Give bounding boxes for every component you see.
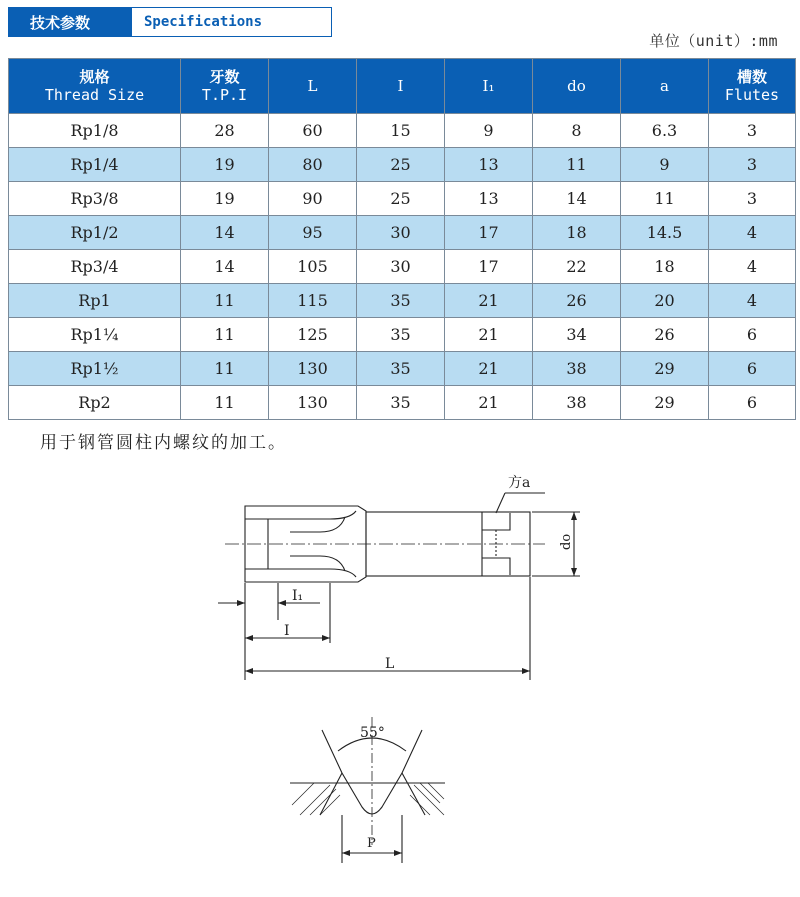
table-cell: 38 xyxy=(533,352,621,386)
table-cell: Rp2 xyxy=(9,386,181,420)
table-cell: 14 xyxy=(181,250,269,284)
table-cell: 30 xyxy=(357,250,445,284)
table-row xyxy=(9,352,796,386)
table-cell: 30 xyxy=(357,216,445,250)
col-header-thread-size: 规格 Thread Size xyxy=(9,59,181,114)
col-header-a: a xyxy=(621,59,709,114)
col-header-tpi: 牙数 T.P.I xyxy=(181,59,269,114)
table-cell: 17 xyxy=(445,250,533,284)
table-cell: 18 xyxy=(533,216,621,250)
table-cell: 14 xyxy=(181,216,269,250)
table-cell: 17 xyxy=(445,216,533,250)
table-cell: Rp1 xyxy=(9,284,181,318)
table-cell: 9 xyxy=(621,148,709,182)
table-cell: 125 xyxy=(269,318,357,352)
table-cell: 38 xyxy=(533,386,621,420)
col-header-flutes: 槽数 Flutes xyxy=(709,59,796,114)
table-row xyxy=(9,318,796,352)
label-square-a: 方a xyxy=(508,475,531,491)
table-cell: 3 xyxy=(709,148,796,182)
table-cell: 4 xyxy=(709,284,796,318)
table-cell: 20 xyxy=(621,284,709,318)
table-cell: 11 xyxy=(181,284,269,318)
table-cell: 29 xyxy=(621,352,709,386)
table-cell: 11 xyxy=(621,182,709,216)
table-cell: 11 xyxy=(181,352,269,386)
section-title-en: Specifications xyxy=(132,7,332,37)
table-cell: 29 xyxy=(621,386,709,420)
table-cell: Rp3/8 xyxy=(9,182,181,216)
table-cell: 35 xyxy=(357,352,445,386)
table-cell: 4 xyxy=(709,250,796,284)
label-I: I xyxy=(284,623,290,639)
table-cell: 130 xyxy=(269,352,357,386)
section-title-cn: 技术参数 xyxy=(8,7,132,37)
table-cell: 115 xyxy=(269,284,357,318)
table-cell: 13 xyxy=(445,148,533,182)
table-cell: 25 xyxy=(357,182,445,216)
label-do: do xyxy=(559,533,574,550)
table-cell: 105 xyxy=(269,250,357,284)
table-cell: 3 xyxy=(709,114,796,148)
table-cell: 26 xyxy=(533,284,621,318)
table-cell: 26 xyxy=(621,318,709,352)
table-header-row xyxy=(9,59,796,114)
table-cell: 22 xyxy=(533,250,621,284)
unit-label: 单位（unit）:mm xyxy=(649,32,778,50)
table-cell: 35 xyxy=(357,318,445,352)
table-cell: 21 xyxy=(445,386,533,420)
table-cell: Rp1/8 xyxy=(9,114,181,148)
table-cell: 8 xyxy=(533,114,621,148)
table-cell: 11 xyxy=(181,318,269,352)
table-cell: 6.3 xyxy=(621,114,709,148)
table-cell: 18 xyxy=(621,250,709,284)
label-I1: I₁ xyxy=(292,588,304,604)
table-row xyxy=(9,114,796,148)
table-cell: 15 xyxy=(357,114,445,148)
col-header-I: I xyxy=(357,59,445,114)
table-cell: 6 xyxy=(709,318,796,352)
table-cell: 60 xyxy=(269,114,357,148)
table-cell: 80 xyxy=(269,148,357,182)
table-cell: 25 xyxy=(357,148,445,182)
table-row xyxy=(9,386,796,420)
table-cell: 21 xyxy=(445,284,533,318)
table-row xyxy=(9,182,796,216)
label-pitch: P xyxy=(367,836,376,851)
table-cell: 14.5 xyxy=(621,216,709,250)
col-header-do: do xyxy=(533,59,621,114)
table-row xyxy=(9,148,796,182)
table-cell: 35 xyxy=(357,386,445,420)
table-cell: 6 xyxy=(709,386,796,420)
table-cell: 21 xyxy=(445,318,533,352)
table-cell: 130 xyxy=(269,386,357,420)
table-row xyxy=(9,284,796,318)
col-header-L: L xyxy=(269,59,357,114)
table-cell: 34 xyxy=(533,318,621,352)
table-cell: 19 xyxy=(181,182,269,216)
table-cell: 21 xyxy=(445,352,533,386)
table-cell: 13 xyxy=(445,182,533,216)
table-cell: 11 xyxy=(533,148,621,182)
table-cell: Rp1¼ xyxy=(9,318,181,352)
table-cell: 28 xyxy=(181,114,269,148)
table-cell: 14 xyxy=(533,182,621,216)
table-cell: 9 xyxy=(445,114,533,148)
label-angle: 55° xyxy=(360,725,385,741)
table-cell: Rp3/4 xyxy=(9,250,181,284)
table-row xyxy=(9,216,796,250)
table-cell: 11 xyxy=(181,386,269,420)
table-cell: Rp1/2 xyxy=(9,216,181,250)
table-cell: 19 xyxy=(181,148,269,182)
usage-note: 用于钢管圆柱内螺纹的加工。 xyxy=(40,433,287,453)
col-header-I1: I₁ xyxy=(445,59,533,114)
tap-technical-drawing xyxy=(0,455,800,897)
table-cell: Rp1/4 xyxy=(9,148,181,182)
table-cell: Rp1½ xyxy=(9,352,181,386)
table-cell: 6 xyxy=(709,352,796,386)
table-row xyxy=(9,250,796,284)
table-cell: 90 xyxy=(269,182,357,216)
table-cell: 3 xyxy=(709,182,796,216)
specifications-table xyxy=(8,58,796,420)
table-cell: 95 xyxy=(269,216,357,250)
label-L: L xyxy=(385,656,395,672)
table-cell: 4 xyxy=(709,216,796,250)
table-cell: 35 xyxy=(357,284,445,318)
